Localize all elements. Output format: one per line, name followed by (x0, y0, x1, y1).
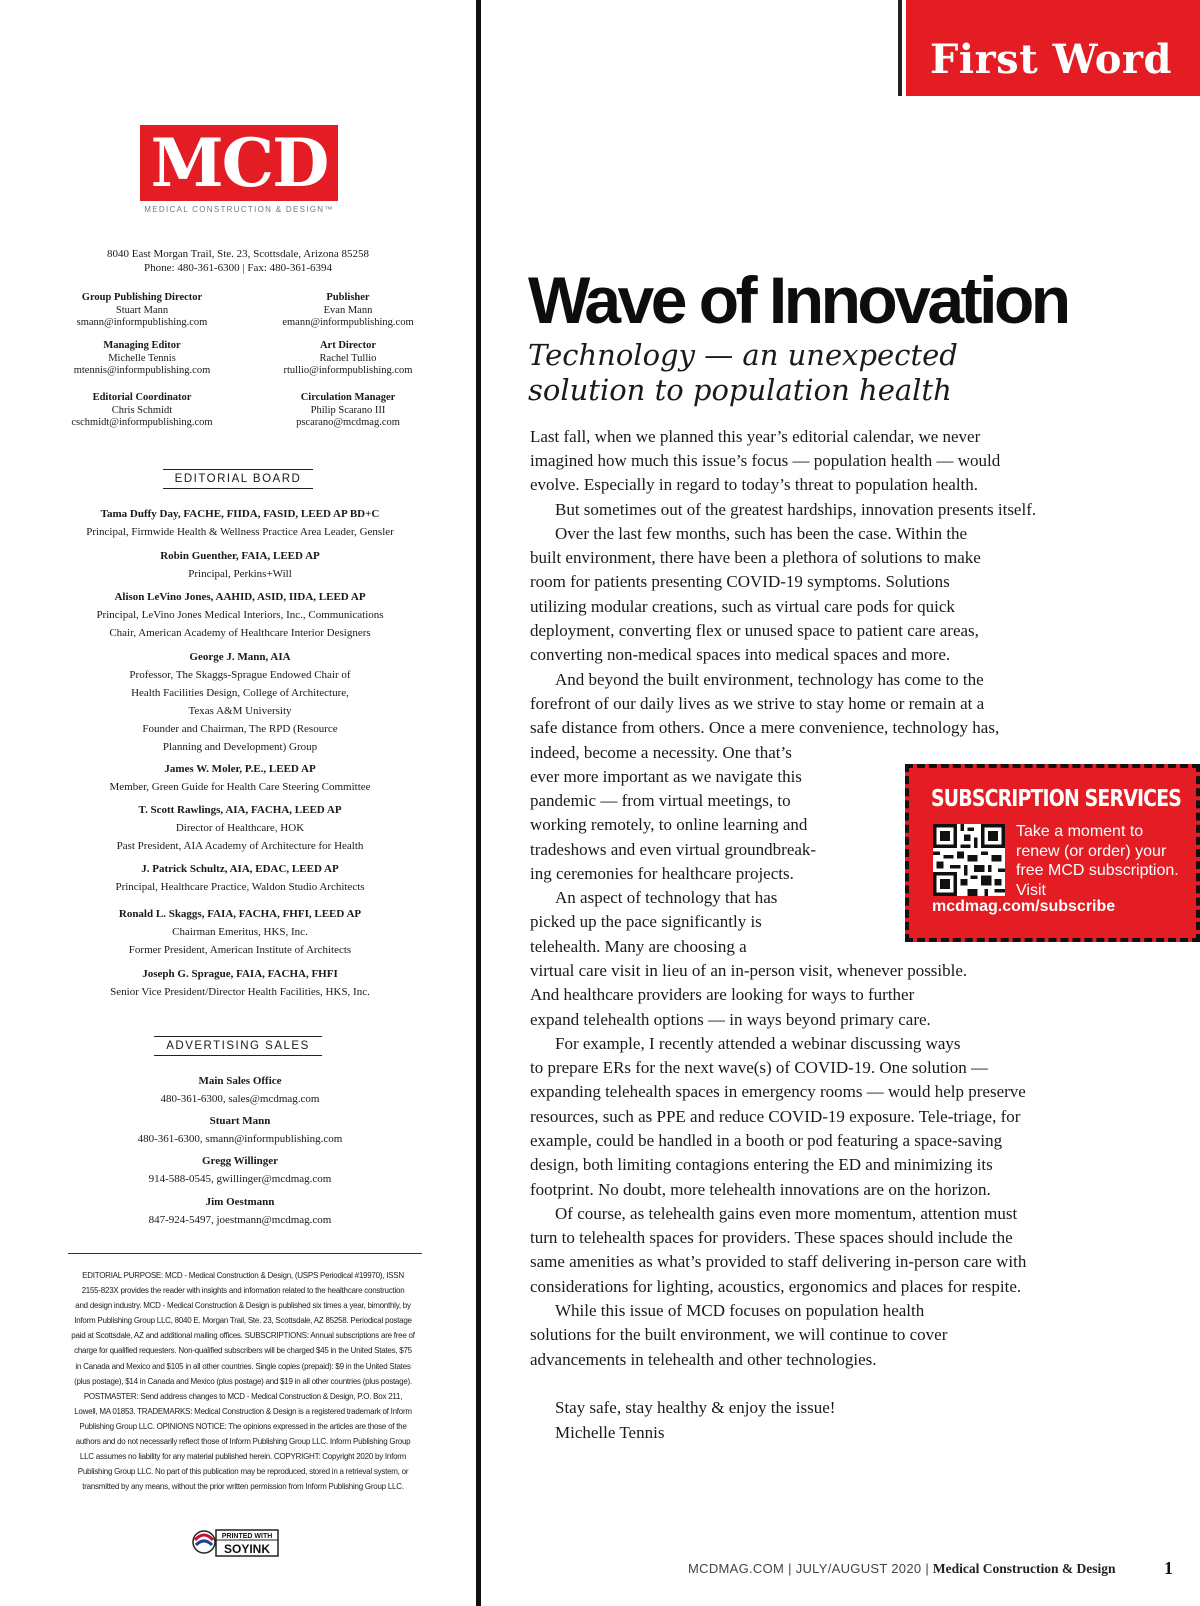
staff-name: Rachel Tullio (319, 352, 377, 364)
publisher-address: 8040 East Morgan Trail, Ste. 23, Scottsdale, Arizona 85258 (107, 248, 369, 260)
staff-email[interactable]: cschmidt@informpublishing.com (71, 417, 213, 428)
soy-ink-logo (190, 1522, 282, 1560)
staff-role: Group Publishing Director (81, 292, 203, 303)
board-member (40, 648, 440, 756)
footer-site[interactable]: MCDMAG.COM (688, 1561, 785, 1576)
staff-email[interactable]: emann@informpublishing.com (282, 317, 414, 328)
staff-role: Circulation Manager (300, 392, 396, 403)
notice-line: Inform Publishing Group LLC, 8040 E. Morgan Trail, Ste. 23, Scottsdale, AZ 85258. Periodical postage (74, 1316, 412, 1326)
board-member (40, 965, 440, 1001)
board-member-title: Texas A&M University (188, 705, 292, 717)
body-line: An aspect of technology that has (555, 888, 778, 907)
notice-line: paid at Scottsdale, AZ and additional mailing offices. SUBSCRIPTIONS: Annual subscriptions are free of (71, 1331, 415, 1341)
board-member-name: Tama Duffy Day, FACHE, FIIDA, FASID, LEED AP BD+C (100, 508, 380, 520)
board-member-title: Principal, Firmwide Health & Wellness Practice Area Leader, Gensler (86, 526, 394, 538)
body-line: deployment, converting flex or unused space to patient care areas, (530, 621, 979, 640)
staff-entry (32, 340, 252, 378)
sales-contact-name: Gregg Willinger (201, 1155, 279, 1167)
staff-role: Publisher (326, 292, 370, 303)
notice-line: transmitted by any means, without the prior written permission from Inform Publishing Group LLC. (82, 1482, 404, 1492)
body-line: working remotely, to online learning and (530, 815, 808, 834)
body-line: Last fall, when we planned this year’s editorial calendar, we never (530, 427, 981, 446)
body-line: example, could be handled in a booth or pod featuring a space-saving (530, 1131, 1003, 1150)
staff-entry (238, 292, 458, 330)
subhead-line: Technology — an unexpected (528, 338, 958, 372)
body-line: considerations for lighting, acoustics, ergonomics and places for respite. (530, 1277, 1022, 1296)
subscription-link[interactable]: mcdmag.com/subscribe (932, 898, 1116, 915)
notice-line: POSTMASTER: Send address changes to MCD - Medical Construction & Design, P.O. Box 211, (83, 1391, 403, 1401)
staff-entry (32, 392, 252, 430)
staff-entry (238, 340, 458, 378)
body-line: imagined how much this issue’s focus — population health — would (530, 451, 1001, 470)
sales-contact (40, 1112, 440, 1148)
subscription-body: Take a moment to renew (or order) your free MCD subscription. Visit (1016, 823, 1179, 899)
publisher-phone: Phone: 480-361-6300 | Fax: 480-361-6394 (144, 262, 332, 274)
banner-accent-bar (898, 0, 902, 96)
body-line: evolve. Especially in regard to today’s threat to population health. (530, 475, 979, 494)
masthead-column (0, 0, 476, 1606)
editorial-board-heading-text: EDITORIAL BOARD (163, 469, 314, 489)
body-line: And healthcare providers are looking for ways to further (530, 985, 915, 1004)
body-line: While this issue of MCD focuses on population health (555, 1301, 925, 1320)
body-line: solutions for the built environment, we will continue to cover (530, 1325, 948, 1344)
staff-role: Art Director (319, 340, 377, 351)
column-divider (476, 0, 481, 1606)
sales-contact-name: Stuart Mann (209, 1115, 271, 1127)
staff-name: Stuart Mann (115, 304, 169, 316)
notice-line: in Canada and Mexico and $105 in all other countries. Single copies (prepaid): $9 in the United States (75, 1361, 411, 1371)
page-number: 1 (1164, 1558, 1173, 1578)
advertising-sales-heading-text: ADVERTISING SALES (154, 1036, 322, 1056)
sales-contact-name: Jim Oestmann (205, 1196, 275, 1208)
notice-line: Publishing Group LLC. No part of this publication may be reproduced, stored in a retrieval system, or (77, 1467, 409, 1477)
board-member-name: Alison LeVino Jones, AAHID, ASID, IIDA, LEED AP (114, 591, 366, 603)
board-member-title: Member, Green Guide for Health Care Steering Committee (109, 781, 371, 793)
body-line: For example, I recently attended a webinar discussing ways (555, 1034, 961, 1053)
body-line: Of course, as telehealth gains even more momentum, attention must (555, 1204, 1018, 1223)
notice-line: 2155-823X provides the reader with insights and information related to the healthcare construction (81, 1286, 405, 1296)
staff-entry (32, 292, 252, 330)
body-line: utilizing modular creations, such as virtual care pods for quick (530, 597, 955, 616)
board-member-title: Professor, The Skaggs-Sprague Endowed Chair of (129, 669, 351, 681)
body-line: And beyond the built environment, technology has come to the (555, 670, 984, 689)
section-divider (68, 1253, 422, 1254)
staff-entry (238, 392, 458, 430)
staff-name: Chris Schmidt (111, 404, 173, 416)
body-line: forefront of our daily lives as we strive to stay home or remain at a (530, 694, 985, 713)
staff-name: Philip Scarano III (310, 404, 386, 416)
board-member-title: Director of Healthcare, HOK (175, 822, 305, 834)
notice-line: charge for qualified requesters. Non-qualified subscribers will be charged $45 in the United States, $75 (74, 1346, 412, 1356)
staff-email[interactable]: pscarano@mcdmag.com (296, 417, 400, 428)
footer-issue: JULY/AUGUST 2020 (795, 1561, 922, 1576)
body-line: telehealth. Many are choosing a (530, 937, 747, 956)
footer-publication: Medical Construction & Design (932, 1561, 1116, 1576)
mcd-logo: MCD (140, 125, 338, 201)
staff-email[interactable]: mtennis@informpublishing.com (73, 365, 211, 376)
board-member-name: T. Scott Rawlings, AIA, FACHA, LEED AP (138, 804, 342, 816)
board-member-title: Principal, Perkins+Will (188, 568, 292, 580)
body-line: But sometimes out of the greatest hardships, innovation presents itself. (555, 500, 1037, 519)
staff-email[interactable]: rtullio@informpublishing.com (283, 365, 413, 376)
staff-name: Evan Mann (323, 304, 373, 316)
body-line: pandemic — from virtual meetings, to (530, 791, 791, 810)
board-member (40, 505, 440, 541)
board-member (40, 801, 440, 855)
board-member (40, 905, 440, 959)
author-signature: Michelle Tennis (555, 1423, 665, 1442)
body-line: ing ceremonies for healthcare projects. (530, 864, 794, 883)
article-headline: Wave of Innovation (528, 263, 1068, 337)
notice-line: EDITORIAL PURPOSE: MCD - Medical Construction & Design, (USPS Periodical #19970), ISSN (82, 1271, 404, 1280)
body-line: virtual care visit in lieu of an in-person visit, whenever possible. (530, 961, 968, 980)
editorial-board-heading (0, 469, 476, 489)
body-line: expand telehealth options — in ways beyond primary care. (530, 1010, 931, 1029)
body-line: same amenities as what’s provided to staff delivering in-person care with (530, 1252, 1027, 1271)
subhead-line: solution to population health (528, 373, 952, 407)
body-line: footprint. No doubt, more telehealth innovations are on the horizon. (530, 1180, 991, 1199)
sales-contact-info[interactable]: 914-588-0545, gwillinger@mcdmag.com (148, 1173, 332, 1185)
board-member-name: Robin Guenther, FAIA, LEED AP (160, 550, 320, 562)
board-member-title: Founder and Chairman, The RPD (Resource (142, 723, 338, 735)
board-member (40, 760, 440, 796)
notice-line: Lowell, MA 01853. TRADEMARKS: Medical Construction & Design is a registered trademark of Inform (74, 1406, 412, 1416)
board-member-title: Health Facilities Design, College of Architecture, (131, 687, 349, 699)
board-member-title: Past President, AIA Academy of Architecture for Health (116, 840, 364, 852)
notice-line: (plus postage), $14 in Canada and Mexico (plus postage) and $19 in all other countries (plus postage). (74, 1376, 412, 1386)
board-member-title: Former President, American Institute of Architects (128, 944, 352, 956)
staff-name: Michelle Tennis (108, 352, 176, 364)
signoff-line: Stay safe, stay healthy & enjoy the issue! (555, 1398, 836, 1417)
editorial-purpose-notice (50, 1268, 436, 1494)
board-member-name: George J. Mann, AIA (189, 651, 291, 663)
body-line: room for patients presenting COVID-19 symptoms. Solutions (530, 572, 950, 591)
advertising-sales-heading (0, 1036, 476, 1056)
soy-ink-top: PRINTED WITH (221, 1533, 273, 1540)
body-line: built environment, there have been a plethora of solutions to make (530, 548, 981, 567)
board-member-title: Planning and Development) Group (162, 741, 318, 753)
notice-line: authors and do not necessarily reflect those of Inform Publishing Group LLC. Inform Publishing Group (75, 1437, 411, 1447)
notice-line: LLC assumes no liability for any material published herein. COPYRIGHT: Copyright 2020 by Inform (79, 1452, 407, 1462)
sales-contact-name: Main Sales Office (198, 1075, 282, 1087)
board-member-title: Chair, American Academy of Healthcare Interior Designers (109, 627, 371, 639)
body-line: converting non-medical spaces into medical spaces and more. (530, 645, 951, 664)
board-member-title: Chairman Emeritus, HKS, Inc. (172, 926, 308, 938)
body-line: safe distance from others. Once a mere convenience, technology has, (530, 718, 1000, 737)
soy-ink-bottom: SOYINK (223, 1542, 271, 1556)
sales-contact-info[interactable]: 480-361-6300, sales@mcdmag.com (160, 1093, 320, 1105)
body-line: Over the last few months, such has been the case. Within the (555, 524, 968, 543)
body-line: tradeshows and even virtual groundbreak- (530, 840, 817, 859)
article-subhead (528, 338, 1088, 408)
notice-line: Publishing Group LLC. OPINIONS NOTICE: The opinions expressed in the articles are those of the (79, 1421, 407, 1431)
board-member-title: Principal, LeVino Jones Medical Interiors, Inc., Communications (96, 609, 384, 621)
body-line: picked up the pace significantly is (530, 912, 762, 931)
body-line: design, both limiting contagions entering the ED and minimizing its (530, 1155, 993, 1174)
logo-tagline: MEDICAL CONSTRUCTION & DESIGN™ (144, 205, 334, 214)
body-line: advancements in telehealth and other technologies. (530, 1350, 877, 1369)
board-member-name: Joseph G. Sprague, FAIA, FACHA, FHFI (142, 968, 338, 980)
sales-contact-info[interactable]: 480-361-6300, smann@informpublishing.com (137, 1133, 343, 1145)
sales-contact (40, 1152, 440, 1188)
sales-contact (40, 1072, 440, 1108)
qr-code-icon[interactable] (933, 824, 1005, 896)
board-member-name: Ronald L. Skaggs, FAIA, FACHA, FHFI, LEED AP (118, 908, 362, 920)
sales-contact-info[interactable]: 847-924-5497, joestmann@mcdmag.com (148, 1214, 332, 1226)
body-line: turn to telehealth spaces for providers. These spaces should include the (530, 1228, 1013, 1247)
body-line: ever more important as we navigate this (530, 767, 802, 786)
board-member (40, 588, 440, 642)
notice-line: and design industry. MCD - Medical Construction & Design is published six times a year, bimonthly, by (75, 1301, 411, 1311)
board-member-name: J. Patrick Schultz, AIA, EDAC, LEED AP (141, 863, 339, 875)
body-line: indeed, become a necessity. One that’s (530, 743, 792, 762)
sales-contact (40, 1193, 440, 1229)
page-footer: MCDMAG.COM | JULY/AUGUST 2020 | Medical Construction & Design (688, 1561, 1116, 1576)
staff-role: Editorial Coordinator (92, 392, 192, 403)
board-member-name: James W. Moler, P.E., LEED AP (164, 763, 316, 775)
body-line: to prepare ERs for the next wave(s) of COVID-19. One solution — (530, 1058, 988, 1077)
staff-email[interactable]: smann@informpublishing.com (76, 317, 208, 328)
section-banner-title: First Word (930, 36, 1172, 83)
subscription-title: SUBSCRIPTION SERVICES (931, 786, 1182, 812)
board-member (40, 860, 440, 896)
body-line: resources, such as PPE and reduce COVID-19 exposure. Tele-triage, for (530, 1107, 1021, 1126)
board-member-title: Principal, Healthcare Practice, Waldon Studio Architects (115, 881, 365, 893)
board-member-title: Senior Vice President/Director Health Facilities, HKS, Inc. (110, 986, 370, 998)
body-line: expanding telehealth spaces in emergency rooms — would help preserve (530, 1082, 1026, 1101)
staff-role: Managing Editor (103, 340, 181, 351)
board-member (40, 547, 440, 583)
